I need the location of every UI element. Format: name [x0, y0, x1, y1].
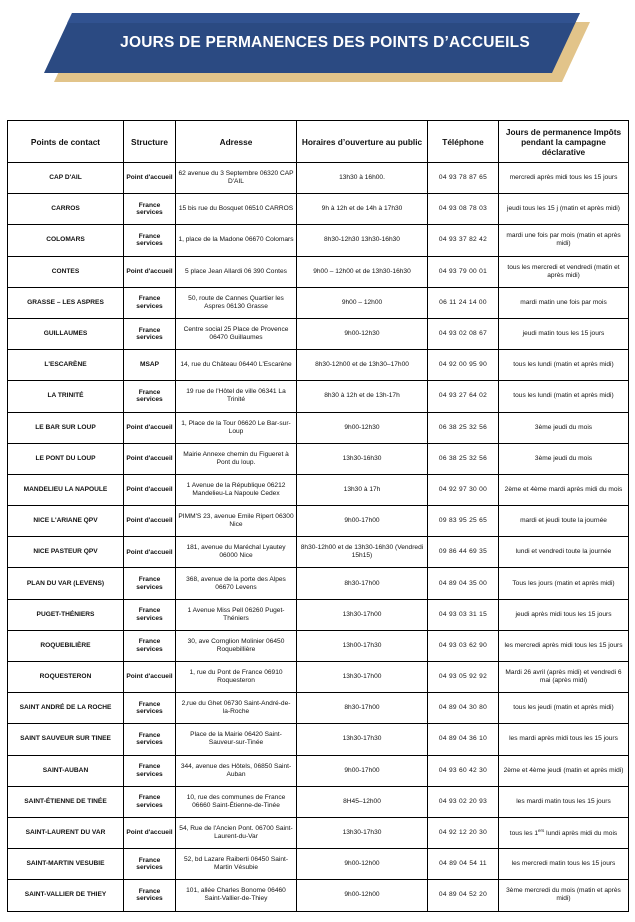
table-row: [8, 506, 629, 537]
cell-place: COLOMARS: [8, 225, 124, 256]
cell-address: 1 Avenue de la République 06212 Mandelieu-La Napoule Cedex: [176, 474, 297, 505]
cell-structure: France services: [124, 318, 176, 349]
cell-address: 15 bis rue du Bosquet 06510 CARROS: [176, 194, 297, 225]
cell-structure: Point d'accueil: [124, 163, 176, 194]
cell-address: 2,rue du Ghet 06730 Saint-André-de-la-Roche: [176, 693, 297, 724]
cell-place: SAINT-ÉTIENNE DE TINÉE: [8, 786, 124, 817]
cell-address: 344, avenue des Hôtels, 06850 Saint-Auban: [176, 755, 297, 786]
cell-hours: 9h00-12h00: [297, 849, 428, 880]
page-banner: [0, 0, 635, 95]
cell-phone: 04 89 04 54 11: [428, 849, 499, 880]
cell-structure: Point d'accueil: [124, 474, 176, 505]
cell-days: Tous les jours (matin et après midi): [499, 568, 629, 599]
table-row: [8, 194, 629, 225]
cell-place: SAINT-MARTIN VESUBIE: [8, 849, 124, 880]
table-row: [8, 662, 629, 693]
table-row: [8, 474, 629, 505]
permanence-table: [7, 120, 629, 912]
cell-hours: 13h30-17h00: [297, 662, 428, 693]
cell-phone: 04 93 05 92 92: [428, 662, 499, 693]
header-hours: Horaires d’ouverture au public: [297, 121, 428, 163]
table-row: [8, 724, 629, 755]
table-row: [8, 817, 629, 848]
cell-structure: Point d'accueil: [124, 443, 176, 474]
cell-address: 52, bd Lazare Raiberti 06450 Saint-Martin Vésubie: [176, 849, 297, 880]
cell-address: Mairie Annexe chemin du Figueret à Pont du loup.: [176, 443, 297, 474]
cell-structure: France services: [124, 693, 176, 724]
table-row: [8, 412, 629, 443]
cell-place: ROQUEBILIÈRE: [8, 630, 124, 661]
cell-structure: France services: [124, 724, 176, 755]
cell-days: les mardi matin tous les 15 jours: [499, 786, 629, 817]
cell-phone: 04 89 04 35 00: [428, 568, 499, 599]
cell-hours: 13h30-17h30: [297, 817, 428, 848]
cell-structure: France services: [124, 755, 176, 786]
cell-structure: France services: [124, 849, 176, 880]
cell-days: 3ème jeudi du mois: [499, 443, 629, 474]
cell-hours: 9h00-12h00: [297, 880, 428, 911]
table-row: [8, 755, 629, 786]
cell-days: 2ème et 4ème mardi après midi du mois: [499, 474, 629, 505]
cell-place: NICE L'ARIANE QPV: [8, 506, 124, 537]
cell-place: LE PONT DU LOUP: [8, 443, 124, 474]
cell-hours: 9h00 – 12h00 et de 13h30-16h30: [297, 256, 428, 287]
cell-structure: Point d'accueil: [124, 256, 176, 287]
cell-hours: 13h30-16h30: [297, 443, 428, 474]
cell-hours: 8h30-17h00: [297, 693, 428, 724]
cell-address: Place de la Mairie 06420 Saint-Sauveur-sur-Tinée: [176, 724, 297, 755]
cell-phone: 04 93 37 82 42: [428, 225, 499, 256]
cell-hours: 13h00-17h30: [297, 630, 428, 661]
cell-address: 50, route de Cannes Quartier les Aspres 06130 Grasse: [176, 287, 297, 318]
cell-hours: 9h00-12h30: [297, 412, 428, 443]
cell-structure: France services: [124, 599, 176, 630]
table-row: [8, 630, 629, 661]
cell-phone: 09 86 44 69 35: [428, 537, 499, 568]
page-title: JOURS DE PERMANENCES DES POINTS D’ACCUEILS: [120, 34, 530, 51]
cell-hours: 13h30-17h30: [297, 724, 428, 755]
cell-days: mardi matin une fois par mois: [499, 287, 629, 318]
table-row: [8, 786, 629, 817]
cell-place: SAINT-AUBAN: [8, 755, 124, 786]
table-row: [8, 849, 629, 880]
cell-hours: 9h00-12h30: [297, 318, 428, 349]
header-structure: Structure: [124, 121, 176, 163]
cell-phone: 04 93 27 64 02: [428, 381, 499, 412]
cell-phone: 04 93 02 20 93: [428, 786, 499, 817]
cell-phone: 04 89 04 36 10: [428, 724, 499, 755]
cell-hours: 9h00-17h00: [297, 506, 428, 537]
cell-phone: 04 92 12 20 30: [428, 817, 499, 848]
cell-structure: France services: [124, 225, 176, 256]
cell-structure: France services: [124, 880, 176, 911]
cell-hours: 13h30 à 17h: [297, 474, 428, 505]
cell-place: MANDELIEU LA NAPOULE: [8, 474, 124, 505]
cell-structure: France services: [124, 194, 176, 225]
cell-hours: 8h30-12h00 et de 13h30–17h00: [297, 350, 428, 381]
cell-days: les mercredi matin tous les 15 jours: [499, 849, 629, 880]
cell-address: 101, allée Charles Bonome 06460 Saint-Vallier-de-Thiey: [176, 880, 297, 911]
cell-place: GUILLAUMES: [8, 318, 124, 349]
table-row: [8, 256, 629, 287]
cell-address: 30, ave Cornglion Molinier 06450 Roquebillière: [176, 630, 297, 661]
cell-place: PUGET-THÉNIERS: [8, 599, 124, 630]
cell-place: SAINT-LAURENT DU VAR: [8, 817, 124, 848]
cell-address: Centre social 25 Place de Provence 06470 Guillaumes: [176, 318, 297, 349]
cell-days: mercredi après midi tous les 15 jours: [499, 163, 629, 194]
cell-structure: Point d'accueil: [124, 506, 176, 537]
cell-phone: 06 11 24 14 00: [428, 287, 499, 318]
cell-place: CARROS: [8, 194, 124, 225]
cell-address: 1, place de la Madone 06670 Colomars: [176, 225, 297, 256]
cell-address: 19 rue de l'Hôtel de ville 06341 La Trinité: [176, 381, 297, 412]
header-address: Adresse: [176, 121, 297, 163]
cell-address: 368, avenue de la porte des Alpes 06670 Levens: [176, 568, 297, 599]
cell-phone: 06 38 25 32 56: [428, 443, 499, 474]
cell-place: SAINT-VALLIER DE THIEY: [8, 880, 124, 911]
table-row: [8, 880, 629, 911]
cell-days: les mardi après midi tous les 15 jours: [499, 724, 629, 755]
table-row: [8, 350, 629, 381]
cell-days: jeudi matin tous les 15 jours: [499, 318, 629, 349]
cell-place: GRASSE – LES ASPRES: [8, 287, 124, 318]
cell-hours: 13h30-17h00: [297, 599, 428, 630]
cell-hours: 8h30-12h30 13h30-16h30: [297, 225, 428, 256]
cell-address: 5 place Jean Allardi 06 390 Contes: [176, 256, 297, 287]
cell-days: 3ème mercredi du mois (matin et après midi): [499, 880, 629, 911]
cell-phone: 04 89 04 30 80: [428, 693, 499, 724]
cell-hours: 8H45–12h00: [297, 786, 428, 817]
cell-address: 62 avenue du 3 Septembre 06320 CAP D'AIL: [176, 163, 297, 194]
cell-days: Mardi 26 avril (après midi) et vendredi 6 mai (après midi): [499, 662, 629, 693]
cell-phone: 04 92 00 95 90: [428, 350, 499, 381]
table-row: [8, 537, 629, 568]
cell-address: 1, rue du Pont de France 06910 Roquesteron: [176, 662, 297, 693]
table-row: [8, 318, 629, 349]
table-row: [8, 568, 629, 599]
cell-address: 54, Rue de l'Ancien Pont. 06700 Saint-Laurent-du-Var: [176, 817, 297, 848]
cell-days: jeudi tous les 15 j (matin et après midi): [499, 194, 629, 225]
cell-days: tous les jeudi (matin et après midi): [499, 693, 629, 724]
header-phone: Téléphone: [428, 121, 499, 163]
cell-address: PIMM'S 23, avenue Emile Ripert 06300 Nice: [176, 506, 297, 537]
cell-structure: France services: [124, 786, 176, 817]
cell-place: SAINT SAUVEUR SUR TINEE: [8, 724, 124, 755]
cell-structure: Point d'accueil: [124, 412, 176, 443]
cell-days: tous les mercredi et vendredi (matin et après midi): [499, 256, 629, 287]
cell-structure: France services: [124, 381, 176, 412]
cell-place: ROQUESTERON: [8, 662, 124, 693]
cell-address: 14, rue du Château 06440 L'Escarène: [176, 350, 297, 381]
cell-structure: Point d'accueil: [124, 662, 176, 693]
days-text-start: tous les 1: [509, 830, 539, 838]
table-header-row: [8, 121, 629, 163]
cell-place: NICE PASTEUR QPV: [8, 537, 124, 568]
cell-days: tous les lundi (matin et après midi): [499, 350, 629, 381]
cell-address: 1 Avenue Miss Pell 06260 Puget-Théniers: [176, 599, 297, 630]
cell-structure: France services: [124, 568, 176, 599]
table-row: [8, 599, 629, 630]
cell-structure: France services: [124, 630, 176, 661]
cell-phone: 09 83 95 25 65: [428, 506, 499, 537]
cell-phone: 04 92 97 30 00: [428, 474, 499, 505]
table-row: [8, 287, 629, 318]
header-days: Jours de permanence Impôts pendant la campagne déclarative: [499, 121, 629, 163]
cell-phone: 04 93 60 42 30: [428, 755, 499, 786]
cell-days: [499, 817, 629, 848]
cell-days: mardi et jeudi toute la journée: [499, 506, 629, 537]
cell-place: LA TRINITÉ: [8, 381, 124, 412]
banner-highlight: [67, 13, 580, 23]
cell-hours: 9h00-17h00: [297, 755, 428, 786]
cell-hours: 9h00 – 12h00: [297, 287, 428, 318]
cell-days: lundi et vendredi toute la journée: [499, 537, 629, 568]
cell-phone: 04 93 79 00 01: [428, 256, 499, 287]
cell-structure: Point d'accueil: [124, 537, 176, 568]
cell-address: 1, Place de la Tour 06620 Le Bar-sur-Loup: [176, 412, 297, 443]
cell-place: L'ESCARÈNE: [8, 350, 124, 381]
cell-days: 2ème et 4ème jeudi (matin et après midi): [499, 755, 629, 786]
table-row: [8, 693, 629, 724]
cell-hours: 8h30-12h00 et de 13h30-16h30 (Vendredi 15h15): [297, 537, 428, 568]
cell-phone: 04 93 02 08 67: [428, 318, 499, 349]
cell-days: les mercredi après midi tous les 15 jours: [499, 630, 629, 661]
table-row: [8, 163, 629, 194]
days-text-end: lundi après midi du mois: [544, 830, 618, 838]
cell-days: tous les lundi (matin et après midi): [499, 381, 629, 412]
cell-place: SAINT ANDRÉ DE LA ROCHE: [8, 693, 124, 724]
cell-place: CONTES: [8, 256, 124, 287]
cell-address: 181, avenue du Maréchal Lyautey 06000 Nice: [176, 537, 297, 568]
cell-place: LE BAR SUR LOUP: [8, 412, 124, 443]
cell-phone: 04 93 03 31 15: [428, 599, 499, 630]
table-row: [8, 443, 629, 474]
cell-phone: 04 89 04 52 20: [428, 880, 499, 911]
cell-address: 10, rue des communes de France 06660 Saint-Étienne-de-Tinée: [176, 786, 297, 817]
days-ordinal-suffix: ers: [538, 828, 545, 834]
table-row: [8, 225, 629, 256]
cell-hours: 9h à 12h et de 14h à 17h30: [297, 194, 428, 225]
cell-structure: MSAP: [124, 350, 176, 381]
cell-phone: 04 93 03 62 90: [428, 630, 499, 661]
header-contact: Points de contact: [8, 121, 124, 163]
cell-phone: 06 38 25 32 56: [428, 412, 499, 443]
table-row: [8, 381, 629, 412]
cell-days: 3ème jeudi du mois: [499, 412, 629, 443]
cell-phone: 04 93 78 87 65: [428, 163, 499, 194]
cell-place: PLAN DU VAR (LEVENS): [8, 568, 124, 599]
cell-place: CAP D'AIL: [8, 163, 124, 194]
cell-hours: 13h30 à 16h00.: [297, 163, 428, 194]
cell-hours: 8h30-17h00: [297, 568, 428, 599]
cell-hours: 8h30 à 12h et de 13h-17h: [297, 381, 428, 412]
cell-days: mardi une fois par mois (matin et après midi): [499, 225, 629, 256]
cell-structure: France services: [124, 287, 176, 318]
cell-phone: 04 93 08 78 03: [428, 194, 499, 225]
cell-structure: Point d'accueil: [124, 817, 176, 848]
cell-days: jeudi après midi tous les 15 jours: [499, 599, 629, 630]
